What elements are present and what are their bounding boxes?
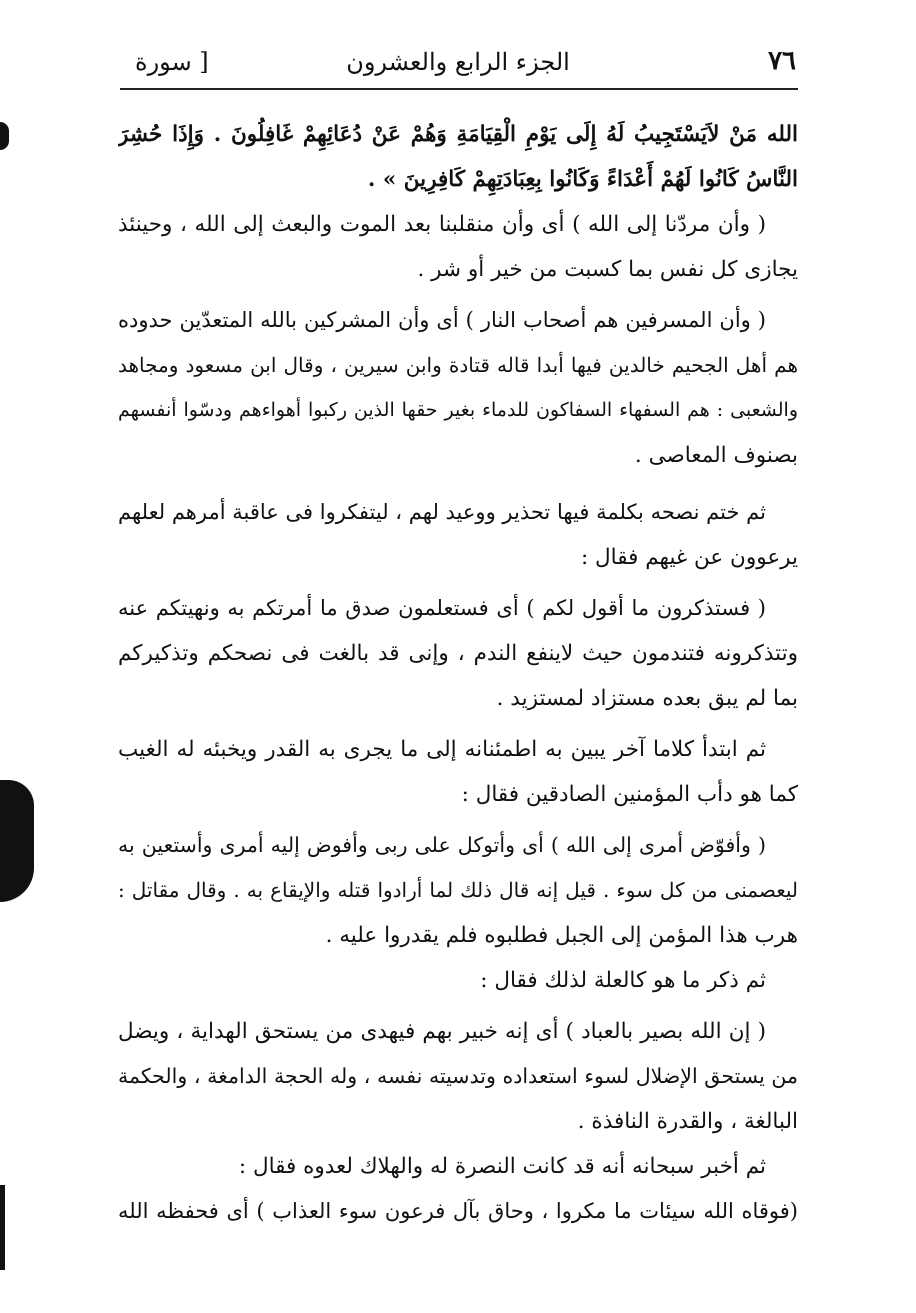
juz-title: الجزء الرابع والعشرون <box>346 48 570 76</box>
commentary-paragraph <box>118 1189 798 1234</box>
header-rule <box>120 88 798 90</box>
text-line: ( وأن المسرفين هم أصحاب النار ) أى وأن المشركين بالله المتعدّين حدوده <box>118 308 766 332</box>
page-body <box>118 112 798 1234</box>
text-line: النَّاسُ كَانُوا لَهُمْ أَعْدَاءً وَكَانُوا بِعِبَادَتِهِمْ كَافِرِينَ » . <box>367 167 798 192</box>
commentary-paragraph <box>118 202 798 292</box>
commentary-paragraph <box>118 1009 798 1144</box>
text-line: ثم أخبر سبحانه أنه قد كانت النصرة له والهلاك لعدوه فقال : <box>238 1154 766 1179</box>
text-line: ثم ابتدأ كلاما آخر يبين به اطمئنانه إلى ما يجرى به القدر ويخبئه له الغيب <box>118 737 766 762</box>
commentary-paragraph <box>118 586 798 721</box>
text-line: بصنوف المعاصى . <box>634 443 798 468</box>
scan-edge-mark <box>0 1185 5 1270</box>
commentary-paragraph <box>118 1144 798 1189</box>
scan-edge-mark <box>0 122 9 150</box>
text-line: بما لم يبق بعده مستزاد لمستزيد . <box>496 686 798 711</box>
text-line: ( فستذكرون ما أقول لكم ) أى فستعلمون صدق ما أمرتكم به ونهيتكم عنه <box>118 596 766 620</box>
text-line: يرعوون عن غيهم فقال : <box>580 545 798 570</box>
text-line: ( إن الله بصير بالعباد ) أى إنه خبير بهم فيهدى من يستحق الهداية ، ويضل <box>118 1019 766 1044</box>
page-header <box>120 40 796 84</box>
text-line: ثم ختم نصحه بكلمة فيها تحذير ووعيد لهم ، ليتفكروا فى عاقبة أمرهم لعلهم <box>118 500 766 524</box>
text-line: والشعبى : هم السفهاء السفاكون للدماء بغير حقها الذين ركبوا أهواءهم ودسّوا أنفسهم <box>118 399 798 421</box>
text-line: ( وأفوّض أمرى إلى الله ) أى وأتوكل على ربى وأفوض إليه أمرى وأستعين به <box>118 833 766 857</box>
text-line: يجازى كل نفس بما كسبت من خير أو شر . <box>417 257 798 282</box>
commentary-paragraph <box>118 823 798 958</box>
text-line: هرب هذا المؤمن إلى الجبل فطلبوه فلم يقدروا عليه . <box>325 923 798 948</box>
text-line: وتتذكرونه فتندمون حيث لاينفع الندم ، وإنى قد بالغت فى نصحكم وتذكيركم <box>118 641 798 666</box>
text-line: هم أهل الجحيم خالدين فيها أبدا قاله قتادة وابن سيرين ، وقال ابن مسعود ومجاهد <box>118 353 798 377</box>
scan-edge-mark <box>0 780 34 902</box>
text-line: الله مَنْ لاَيَسْتَجِيبُ لَهُ إِلَى يَوْمِ الْقِيَامَةِ وَهُمْ عَنْ دُعَائِهِمْ غَافِلُونَ . وَإِذَا حُشِرَ <box>118 122 798 147</box>
page-number: ٧٦ <box>768 46 796 76</box>
surah-label: [ سورة <box>135 48 209 76</box>
text-line: ثم ذكر ما هو كالعلة لذلك فقال : <box>480 968 766 993</box>
commentary-paragraph <box>118 958 798 1003</box>
text-line: ( وأن مردّنا إلى الله ) أى وأن منقلبنا بعد الموت والبعث إلى الله ، وحينئذ <box>118 212 766 237</box>
text-line: من يستحق الإضلال لسوء استعداده وتدسيته نفسه ، وله الحجة الدامغة ، والحكمة <box>118 1064 798 1088</box>
commentary-paragraph <box>118 490 798 580</box>
commentary-paragraph <box>118 298 798 478</box>
text-line: كما هو دأب المؤمنين الصادقين فقال : <box>461 782 798 807</box>
text-line: (فوقاه الله سيئات ما مكروا ، وحاق بآل فرعون سوء العذاب ) أى فحفظه الله <box>118 1199 798 1223</box>
quran-verse <box>118 112 798 202</box>
commentary-paragraph <box>118 727 798 817</box>
text-line: ليعصمنى من كل سوء . قيل إنه قال ذلك لما أرادوا قتله والإيقاع به . وقال مقاتل : <box>118 878 798 902</box>
text-line: البالغة ، والقدرة النافذة . <box>577 1109 798 1134</box>
